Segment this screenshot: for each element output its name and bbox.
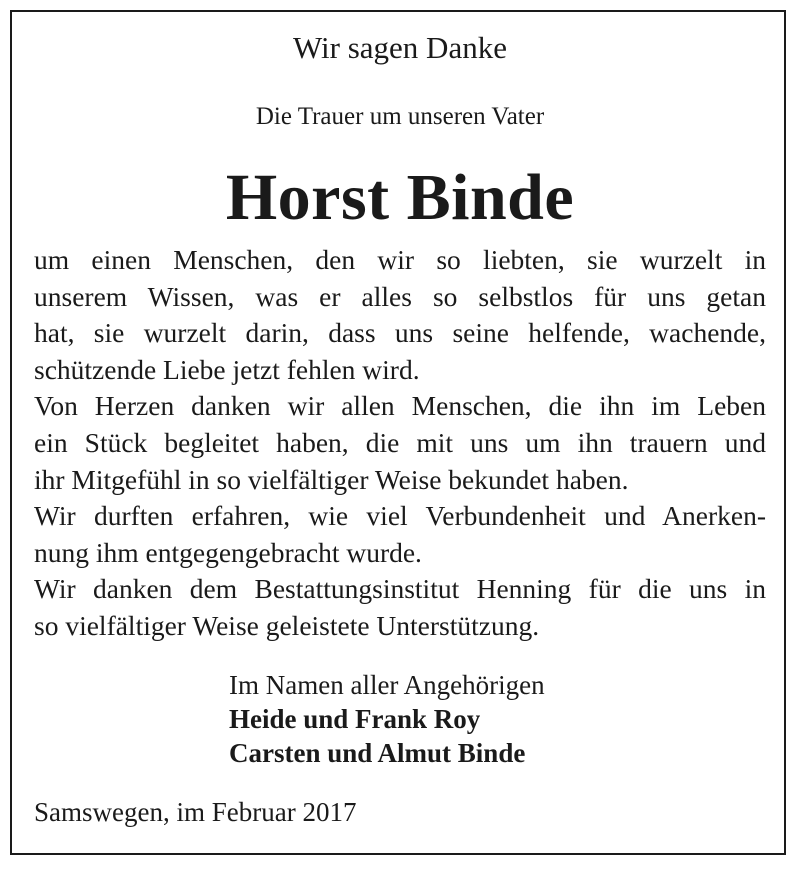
signature-name: Heide und Frank Roy bbox=[229, 704, 481, 734]
thanks-heading: Wir sagen Danke bbox=[293, 30, 507, 65]
body-line: unserem Wissen, was er alles so selbstlos für uns getan bbox=[34, 280, 766, 312]
notice-body bbox=[34, 242, 766, 645]
body-line: ihr Mitgefühl in so vielfältiger Weise bekundet haben. bbox=[34, 463, 629, 495]
body-line: Von Herzen danken wir allen Menschen, die ihn im Leben bbox=[34, 390, 766, 422]
deceased-name: Horst Binde bbox=[225, 161, 575, 234]
body-line: hat, sie wurzelt darin, dass uns seine helfende, wachende, bbox=[34, 317, 766, 349]
signature-name: Carsten und Almut Binde bbox=[229, 738, 526, 768]
body-line: nung ihm entgegengebracht wurde. bbox=[34, 536, 422, 568]
body-line: um einen Menschen, den wir so liebten, sie wurzelt in bbox=[34, 244, 766, 275]
place-date: Samswegen, im Februar 2017 bbox=[34, 797, 357, 827]
body-line: Wir danken dem Bestattungsinstitut Henning für die uns in bbox=[34, 573, 766, 605]
body-line: Wir durften erfahren, wie viel Verbundenheit und Anerken- bbox=[34, 500, 766, 532]
body-line: ein Stück begleitet haben, die mit uns um ihn trauern und bbox=[34, 426, 766, 458]
signature-block bbox=[229, 668, 545, 770]
signature-intro: Im Namen aller Angehörigen bbox=[229, 670, 545, 700]
body-line: schützende Liebe jetzt fehlen wird. bbox=[34, 353, 420, 385]
body-line: so vielfältiger Weise geleistete Unterstützung. bbox=[34, 609, 540, 641]
intro-line: Die Trauer um unseren Vater bbox=[255, 103, 545, 130]
